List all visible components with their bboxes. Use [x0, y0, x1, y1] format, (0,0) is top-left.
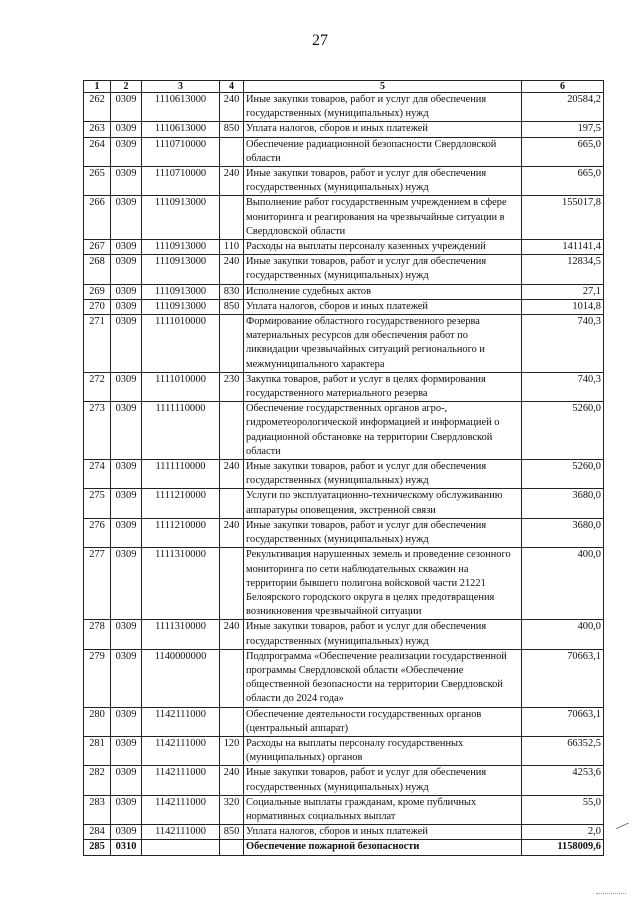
- table-row: [84, 840, 604, 855]
- section-code-cell: 0309: [111, 518, 142, 547]
- row-number-cell: 285: [84, 840, 111, 855]
- expense-type-cell: 240: [220, 620, 244, 649]
- table-row: [84, 93, 604, 122]
- expense-type-cell: 240: [220, 518, 244, 547]
- expense-type-cell: 110: [220, 240, 244, 255]
- section-code-cell: 0309: [111, 167, 142, 196]
- expense-type-cell: 850: [220, 122, 244, 137]
- item-name-cell: Социальные выплаты гражданам, кроме публичных нормативных социальных выплат: [244, 795, 522, 824]
- item-name-cell: Обеспечение государственных органов агро-, гидрометеорологической информацией и информацией о радиационной обстановке на территории Свердловской области: [244, 402, 522, 460]
- target-article-cell: 1111110000: [142, 402, 220, 460]
- amount-cell: 55,0: [522, 795, 604, 824]
- section-code-cell: 0309: [111, 460, 142, 489]
- expense-type-cell: [220, 196, 244, 240]
- amount-cell: 70663,1: [522, 707, 604, 736]
- section-code-cell: 0309: [111, 299, 142, 314]
- row-number-cell: 283: [84, 795, 111, 824]
- section-code-cell: 0309: [111, 284, 142, 299]
- amount-cell: 400,0: [522, 620, 604, 649]
- amount-cell: 665,0: [522, 137, 604, 166]
- target-article-cell: 1142111000: [142, 707, 220, 736]
- budget-table: [83, 80, 604, 856]
- table-row: [84, 284, 604, 299]
- column-header: 5: [244, 81, 522, 93]
- target-article-cell: 1110710000: [142, 137, 220, 166]
- table-row: [84, 518, 604, 547]
- table-row: [84, 795, 604, 824]
- section-code-cell: 0309: [111, 548, 142, 620]
- item-name-cell: Иные закупки товаров, работ и услуг для обеспечения государственных (муниципальных) нужд: [244, 766, 522, 795]
- expense-type-cell: 240: [220, 766, 244, 795]
- section-code-cell: 0309: [111, 122, 142, 137]
- table-row: [84, 402, 604, 460]
- target-article-cell: 1110913000: [142, 255, 220, 284]
- row-number-cell: 284: [84, 825, 111, 840]
- row-number-cell: 269: [84, 284, 111, 299]
- item-name-cell: Уплата налогов, сборов и иных платежей: [244, 122, 522, 137]
- target-article-cell: 1142111000: [142, 795, 220, 824]
- amount-cell: 3680,0: [522, 489, 604, 518]
- row-number-cell: 264: [84, 137, 111, 166]
- column-header: 1: [84, 81, 111, 93]
- amount-cell: 3680,0: [522, 518, 604, 547]
- table-row: [84, 255, 604, 284]
- expense-type-cell: 830: [220, 284, 244, 299]
- expense-type-cell: 320: [220, 795, 244, 824]
- target-article-cell: 1110710000: [142, 167, 220, 196]
- row-number-cell: 282: [84, 766, 111, 795]
- row-number-cell: 271: [84, 315, 111, 373]
- expense-type-cell: [220, 137, 244, 166]
- section-code-cell: 0309: [111, 736, 142, 765]
- table-row: [84, 707, 604, 736]
- amount-cell: 70663,1: [522, 649, 604, 707]
- table-row: [84, 167, 604, 196]
- table-body: [84, 93, 604, 856]
- expense-type-cell: 850: [220, 299, 244, 314]
- table-row: [84, 196, 604, 240]
- target-article-cell: 1111210000: [142, 489, 220, 518]
- section-code-cell: 0309: [111, 93, 142, 122]
- dotted-mark: [596, 893, 626, 895]
- amount-cell: 1158009,6: [522, 840, 604, 855]
- item-name-cell: Закупка товаров, работ и услуг в целях формирования государственного материального резерва: [244, 372, 522, 401]
- section-code-cell: 0309: [111, 196, 142, 240]
- column-header: 3: [142, 81, 220, 93]
- row-number-cell: 280: [84, 707, 111, 736]
- target-article-cell: 1110913000: [142, 196, 220, 240]
- table-row: [84, 372, 604, 401]
- amount-cell: 740,3: [522, 372, 604, 401]
- target-article-cell: 1111310000: [142, 548, 220, 620]
- target-article-cell: [142, 840, 220, 855]
- section-code-cell: 0309: [111, 825, 142, 840]
- amount-cell: 400,0: [522, 548, 604, 620]
- section-code-cell: 0310: [111, 840, 142, 855]
- section-code-cell: 0309: [111, 489, 142, 518]
- item-name-cell: Выполнение работ государственным учреждением в сфере мониторинга и реагирования на чрезвычайные ситуации в Свердловской области: [244, 196, 522, 240]
- expense-type-cell: 120: [220, 736, 244, 765]
- expense-type-cell: [220, 402, 244, 460]
- item-name-cell: Подпрограмма «Обеспечение реализации государственной программы Свердловской области «Обеспечение общественной безопасности на территории Свердловской области до 2024 года»: [244, 649, 522, 707]
- amount-cell: 4253,6: [522, 766, 604, 795]
- amount-cell: 141141,4: [522, 240, 604, 255]
- expense-type-cell: [220, 315, 244, 373]
- expense-type-cell: 240: [220, 460, 244, 489]
- item-name-cell: Иные закупки товаров, работ и услуг для обеспечения государственных (муниципальных) нужд: [244, 518, 522, 547]
- table-header-row: [84, 81, 604, 93]
- row-number-cell: 266: [84, 196, 111, 240]
- expense-type-cell: 230: [220, 372, 244, 401]
- row-number-cell: 268: [84, 255, 111, 284]
- section-code-cell: 0309: [111, 402, 142, 460]
- item-name-cell: Услуги по эксплуатационно-техническому обслуживанию аппаратуры оповещения, экстренной связи: [244, 489, 522, 518]
- row-number-cell: 265: [84, 167, 111, 196]
- row-number-cell: 279: [84, 649, 111, 707]
- item-name-cell: Уплата налогов, сборов и иных платежей: [244, 299, 522, 314]
- expense-type-cell: 240: [220, 255, 244, 284]
- expense-type-cell: [220, 489, 244, 518]
- amount-cell: 665,0: [522, 167, 604, 196]
- expense-type-cell: [220, 649, 244, 707]
- row-number-cell: 276: [84, 518, 111, 547]
- amount-cell: 20584,2: [522, 93, 604, 122]
- amount-cell: 2,0: [522, 825, 604, 840]
- table-row: [84, 736, 604, 765]
- item-name-cell: Иные закупки товаров, работ и услуг для обеспечения государственных (муниципальных) нужд: [244, 93, 522, 122]
- row-number-cell: 262: [84, 93, 111, 122]
- amount-cell: 740,3: [522, 315, 604, 373]
- target-article-cell: 1110913000: [142, 284, 220, 299]
- amount-cell: 5260,0: [522, 460, 604, 489]
- expense-type-cell: [220, 548, 244, 620]
- expense-type-cell: 850: [220, 825, 244, 840]
- target-article-cell: 1111010000: [142, 372, 220, 401]
- target-article-cell: 1110613000: [142, 122, 220, 137]
- expense-type-cell: 240: [220, 167, 244, 196]
- amount-cell: 12834,5: [522, 255, 604, 284]
- target-article-cell: 1142111000: [142, 766, 220, 795]
- table-row: [84, 240, 604, 255]
- target-article-cell: 1111010000: [142, 315, 220, 373]
- target-article-cell: 1142111000: [142, 825, 220, 840]
- row-number-cell: 272: [84, 372, 111, 401]
- amount-cell: 66352,5: [522, 736, 604, 765]
- section-code-cell: 0309: [111, 137, 142, 166]
- item-name-cell: Обеспечение пожарной безопасности: [244, 840, 522, 855]
- target-article-cell: 1111210000: [142, 518, 220, 547]
- row-number-cell: 277: [84, 548, 111, 620]
- row-number-cell: 281: [84, 736, 111, 765]
- section-code-cell: 0309: [111, 255, 142, 284]
- table-row: [84, 620, 604, 649]
- table-row: [84, 137, 604, 166]
- pen-mark: [616, 822, 632, 836]
- table-row: [84, 299, 604, 314]
- section-code-cell: 0309: [111, 766, 142, 795]
- amount-cell: 197,5: [522, 122, 604, 137]
- table-row: [84, 460, 604, 489]
- table-row: [84, 766, 604, 795]
- target-article-cell: 1111110000: [142, 460, 220, 489]
- target-article-cell: 1110913000: [142, 240, 220, 255]
- item-name-cell: Исполнение судебных актов: [244, 284, 522, 299]
- target-article-cell: 1111310000: [142, 620, 220, 649]
- table-row: [84, 649, 604, 707]
- item-name-cell: Формирование областного государственного резерва материальных ресурсов для обеспечения работ по ликвидации чрезвычайных ситуаций регионального и межмуниципального характера: [244, 315, 522, 373]
- row-number-cell: 273: [84, 402, 111, 460]
- section-code-cell: 0309: [111, 372, 142, 401]
- section-code-cell: 0309: [111, 620, 142, 649]
- item-name-cell: Расходы на выплаты персоналу государственных (муниципальных) органов: [244, 736, 522, 765]
- item-name-cell: Иные закупки товаров, работ и услуг для обеспечения государственных (муниципальных) нужд: [244, 620, 522, 649]
- item-name-cell: Обеспечение деятельности государственных органов (центральный аппарат): [244, 707, 522, 736]
- expense-type-cell: [220, 840, 244, 855]
- target-article-cell: 1140000000: [142, 649, 220, 707]
- item-name-cell: Иные закупки товаров, работ и услуг для обеспечения государственных (муниципальных) нужд: [244, 255, 522, 284]
- target-article-cell: 1142111000: [142, 736, 220, 765]
- target-article-cell: 1110613000: [142, 93, 220, 122]
- amount-cell: 27,1: [522, 284, 604, 299]
- section-code-cell: 0309: [111, 707, 142, 736]
- row-number-cell: 278: [84, 620, 111, 649]
- section-code-cell: 0309: [111, 240, 142, 255]
- expense-type-cell: 240: [220, 93, 244, 122]
- page-number: 27: [312, 32, 328, 49]
- expense-type-cell: [220, 707, 244, 736]
- row-number-cell: 263: [84, 122, 111, 137]
- section-code-cell: 0309: [111, 795, 142, 824]
- item-name-cell: Иные закупки товаров, работ и услуг для обеспечения государственных (муниципальных) нужд: [244, 460, 522, 489]
- item-name-cell: Иные закупки товаров, работ и услуг для обеспечения государственных (муниципальных) нужд: [244, 167, 522, 196]
- column-header: 6: [522, 81, 604, 93]
- row-number-cell: 275: [84, 489, 111, 518]
- item-name-cell: Расходы на выплаты персоналу казенных учреждений: [244, 240, 522, 255]
- row-number-cell: 274: [84, 460, 111, 489]
- target-article-cell: 1110913000: [142, 299, 220, 314]
- table-row: [84, 825, 604, 840]
- column-header: 2: [111, 81, 142, 93]
- column-header: 4: [220, 81, 244, 93]
- amount-cell: 155017,8: [522, 196, 604, 240]
- amount-cell: 1014,8: [522, 299, 604, 314]
- item-name-cell: Рекультивация нарушенных земель и проведение сезонного мониторинга по сети наблюдательных скважин на территории бывшего полигона войсковой части 21221 Белоярского городского округа в целях предотвращения возникновения чрезвычайной ситуации: [244, 548, 522, 620]
- section-code-cell: 0309: [111, 315, 142, 373]
- amount-cell: 5260,0: [522, 402, 604, 460]
- row-number-cell: 267: [84, 240, 111, 255]
- table-row: [84, 122, 604, 137]
- table-row: [84, 315, 604, 373]
- table-row: [84, 489, 604, 518]
- item-name-cell: Обеспечение радиационной безопасности Свердловской области: [244, 137, 522, 166]
- section-code-cell: 0309: [111, 649, 142, 707]
- item-name-cell: Уплата налогов, сборов и иных платежей: [244, 825, 522, 840]
- table-row: [84, 548, 604, 620]
- row-number-cell: 270: [84, 299, 111, 314]
